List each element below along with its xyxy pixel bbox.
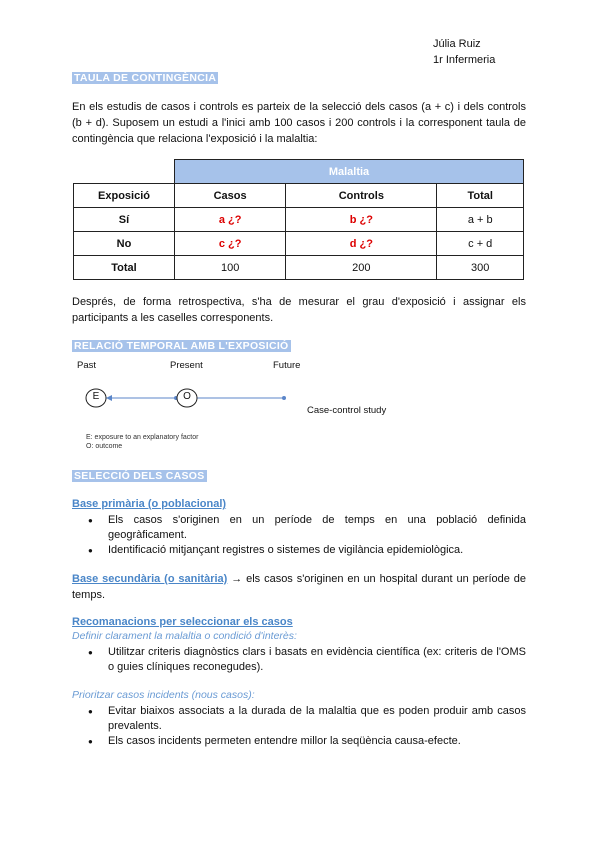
table-blank-cell	[74, 160, 175, 184]
base-secundaria-text: → els casos s'originen en un hospital durant un període de temps.	[72, 573, 527, 601]
table-cell: b ¿?	[286, 208, 437, 232]
table-cell: Total	[74, 256, 175, 280]
recomanacions-subtitle-1: Definir clarament la malaltia o condició d'interès:	[72, 630, 297, 642]
table-row	[74, 232, 524, 256]
table-header-row	[74, 184, 524, 208]
table-header-cell: Exposició	[74, 184, 175, 208]
table-header-cell: Controls	[286, 184, 437, 208]
table-cell: 200	[286, 256, 437, 280]
legend-e: E: exposure to an explanatory factor	[86, 434, 199, 441]
recomanacions-list-1	[72, 645, 526, 675]
list-item: ● Els casos s'originen en un període de temps en una població definida geogràficament.	[72, 513, 526, 543]
table-cell: c ¿?	[175, 232, 286, 256]
table-cell: Sí	[74, 208, 175, 232]
intro-paragraph: En els estudis de casos i controls es parteix de la selecció dels casos (a + c) i dels controls (b + d). Suposem un estudi a l'inici amb 100 casos i 200 controls i la corresponent taula de contingència que relaciona l'exposició i la malaltia:	[72, 101, 526, 145]
list-item: ● Els casos incidents permeten entendre millor la seqüència causa-efecte.	[72, 734, 526, 749]
table-row	[74, 208, 524, 232]
table-cell: a ¿?	[175, 208, 286, 232]
section-heading-selection: SELECCIÓ DELS CASOS	[74, 470, 205, 482]
list-item: ● Evitar biaixos associats a la durada de la malaltia que es poden produir amb casos prevalents.	[72, 704, 526, 734]
recomanacions-title: Recomanacions per seleccionar els casos	[72, 616, 293, 628]
diagram-legend	[86, 433, 198, 451]
study-label: Case-control study	[307, 405, 387, 416]
label-present: Present	[170, 360, 203, 371]
recomanacions-list-2	[72, 704, 526, 749]
after-table-paragraph: Després, de forma retrospectiva, s'ha de mesurar el grau d'exposició i assignar els participants a les caselles corresponents.	[72, 296, 526, 324]
table-header-cell: Casos	[175, 184, 286, 208]
table-group-header: Malaltia	[175, 160, 524, 184]
list-item: ● Identificació mitjançant registres o sistemes de vigilància epidemiològica.	[72, 543, 526, 558]
author-name: Júlia Ruiz	[433, 38, 481, 50]
section-heading-temporal: RELACIÓ TEMPORAL AMB L'EXPOSICIÓ	[74, 340, 289, 352]
recomanacions-subtitle-2: Prioritzar casos incidents (nous casos):	[72, 689, 255, 701]
section-heading-contingency: TAULA DE CONTINGÈNCIA	[74, 72, 217, 84]
arrow-head	[106, 395, 112, 401]
list-item: ● Utilitzar criteris diagnòstics clars i basats en evidència científica (ex: criteris de l'OMS o guies clíniques reconegudes).	[72, 645, 526, 675]
table-cell: a + b	[437, 208, 524, 232]
label-future: Future	[273, 360, 301, 371]
contingency-table	[73, 159, 524, 280]
table-cell: 300	[437, 256, 524, 280]
author-course: 1r Infermeria	[433, 54, 496, 66]
base-primaria-title: Base primària (o poblacional)	[72, 498, 227, 510]
base-secundaria-title: Base secundària (o sanitària)	[72, 573, 228, 585]
label-past: Past	[77, 360, 97, 371]
table-cell: c + d	[437, 232, 524, 256]
node-e-label: E	[92, 391, 100, 402]
table-header-cell: Total	[437, 184, 524, 208]
node-o-label: O	[183, 391, 191, 402]
table-row	[74, 256, 524, 280]
table-group-header-row	[74, 160, 524, 184]
author-block	[433, 36, 495, 68]
table-cell: 100	[175, 256, 286, 280]
base-primaria-list	[72, 513, 526, 558]
table-cell: d ¿?	[286, 232, 437, 256]
table-cell: No	[74, 232, 175, 256]
timeline-dot-future	[282, 396, 286, 400]
legend-o: O: outcome	[86, 443, 123, 450]
base-secundaria	[72, 571, 526, 603]
